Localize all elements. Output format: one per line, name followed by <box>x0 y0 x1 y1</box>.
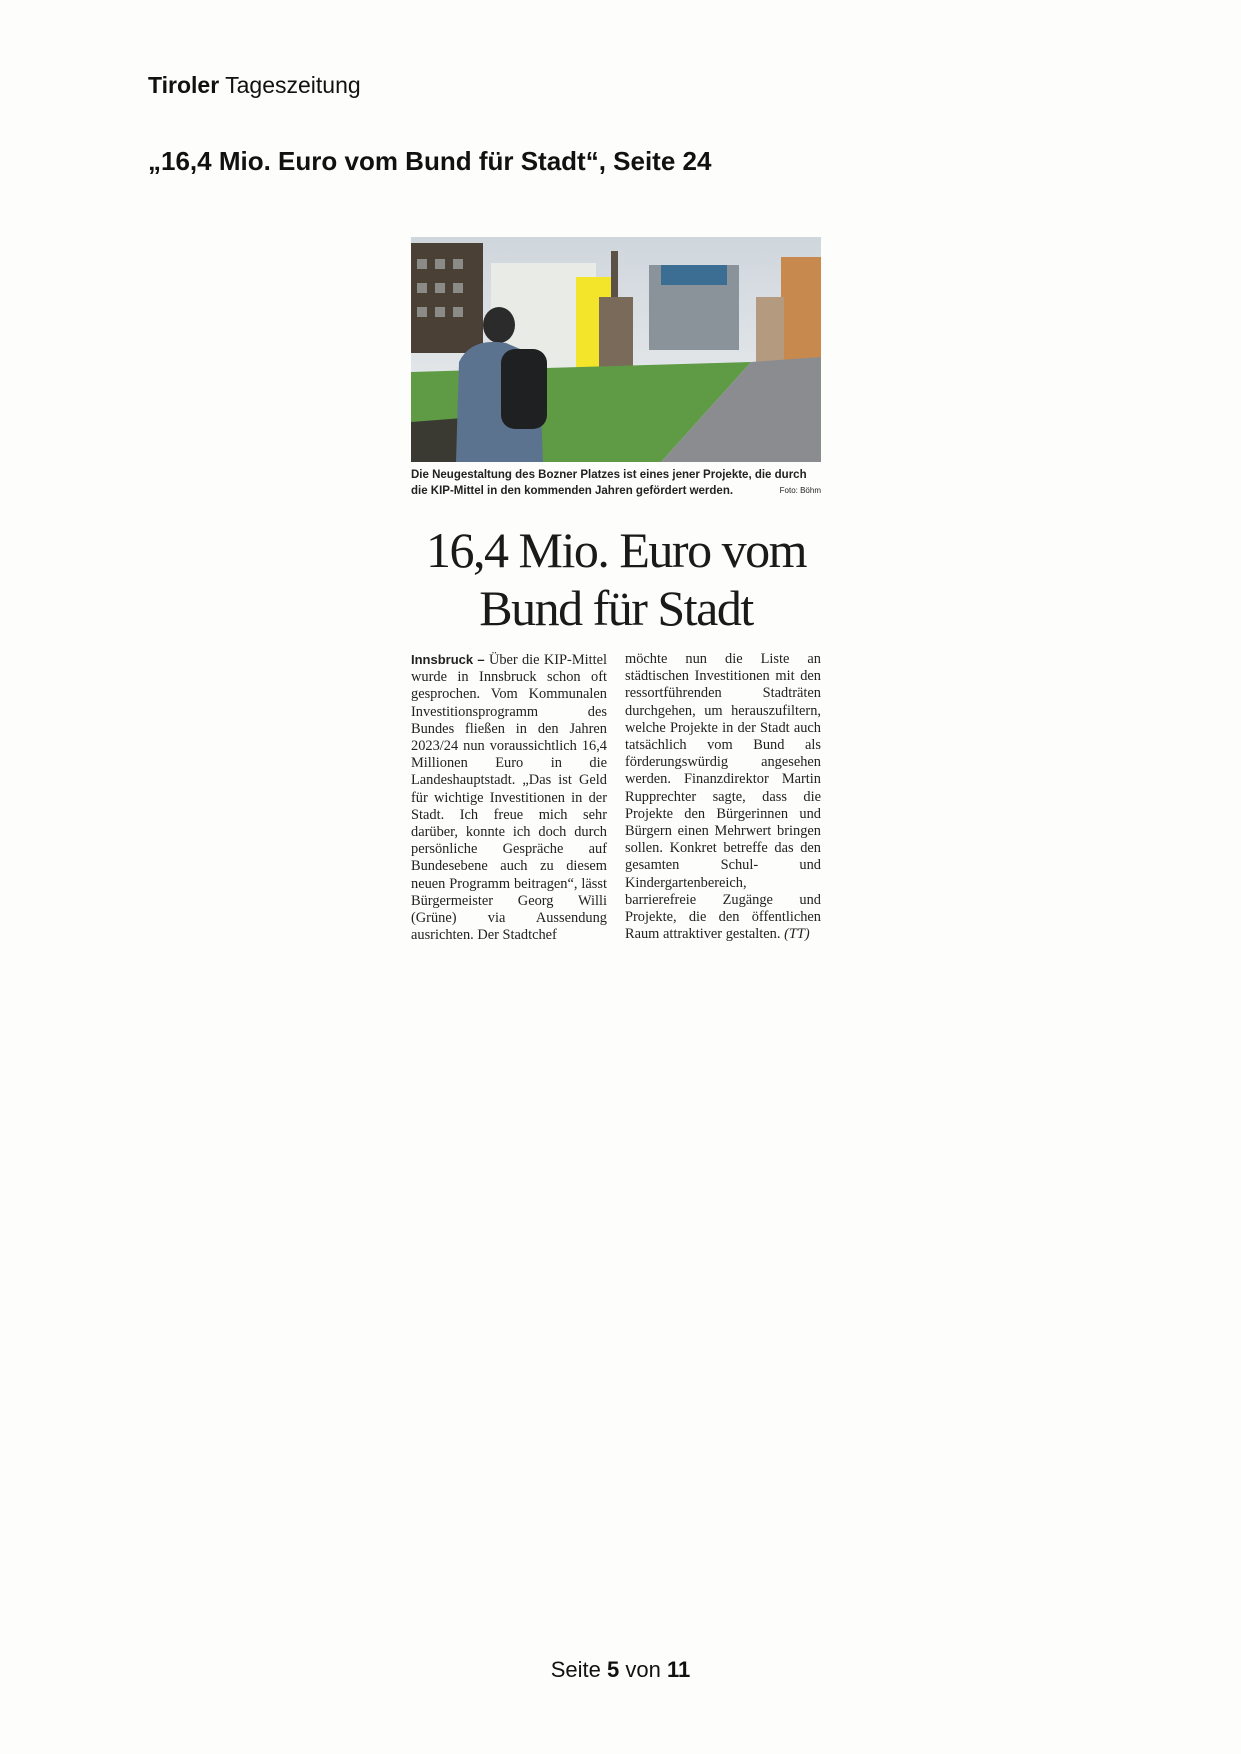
publication-name-rest: Tageszeitung <box>225 72 361 98</box>
page-number <box>0 1657 1241 1683</box>
page-number-total: 11 <box>667 1657 691 1682</box>
page-number-middle: von <box>625 1657 661 1682</box>
page-number-current: 5 <box>607 1657 620 1682</box>
article-signature: (TT) <box>784 926 810 943</box>
article-body <box>411 651 821 944</box>
photo-credit: Foto: Böhm <box>779 486 821 495</box>
article-column-1 <box>411 651 607 944</box>
article-reference-title: „16,4 Mio. Euro vom Bund für Stadt“, Seite 24 <box>148 146 712 176</box>
article-dateline: Innsbruck – <box>411 652 485 667</box>
article-headline: 16,4 Mio. Euro vom Bund für Stadt <box>426 522 806 636</box>
article-photo <box>411 237 821 462</box>
publication-name-bold: Tiroler <box>148 72 220 98</box>
article-column-1-text: Über die KIP-Mittel wurde in Innsbruck schon oft gesprochen. Vom Kommunalen Investitionsprogramm des Bundes fließen in den Jahren 2023/24 nun voraussichtlich 16,4 Millionen Euro in die Landeshauptstadt. „Das ist Geld für wichtige Investitionen in der Stadt. Ich freue mich sehr darüber, konnte ich doch durch persönliche Gespräche auf Bundesebene auch zu diesem neuen Programm beitragen“, lässt Bürgermeister Georg Willi (Grüne) via Aussendung ausrichten. Der Stadtchef <box>411 652 608 944</box>
publication-name <box>148 72 361 99</box>
page-number-prefix: Seite <box>550 1657 601 1682</box>
photo-caption-text: Die Neugestaltung des Bozner Platzes ist eines jener Projekte, die durch die KIP-Mittel in den kommenden Jahren gefördert werden. <box>411 469 807 497</box>
newspaper-clipping <box>411 237 821 944</box>
photo-caption <box>411 467 821 499</box>
article-column-2-text: möchte nun die Liste an städtischen Investitionen mit den ressortführenden Stadträten durchgehen, um herauszufiltern, welche Projekte in der Stadt auch tatsächlich vom Bund als förderungswürdig angesehen werden. Finanzdirektor Martin Rupprechter sagte, dass die Projekte den Bürgerinnen und Bürgern einen Mehrwert bringen sollen. Konkret betreffe das den gesamten Schul- und Kindergartenbereich, barrierefreie Zugänge und Projekte, die den öffentlichen Raum attraktiver gestalten. <box>625 651 821 943</box>
article-column-2 <box>625 651 821 944</box>
